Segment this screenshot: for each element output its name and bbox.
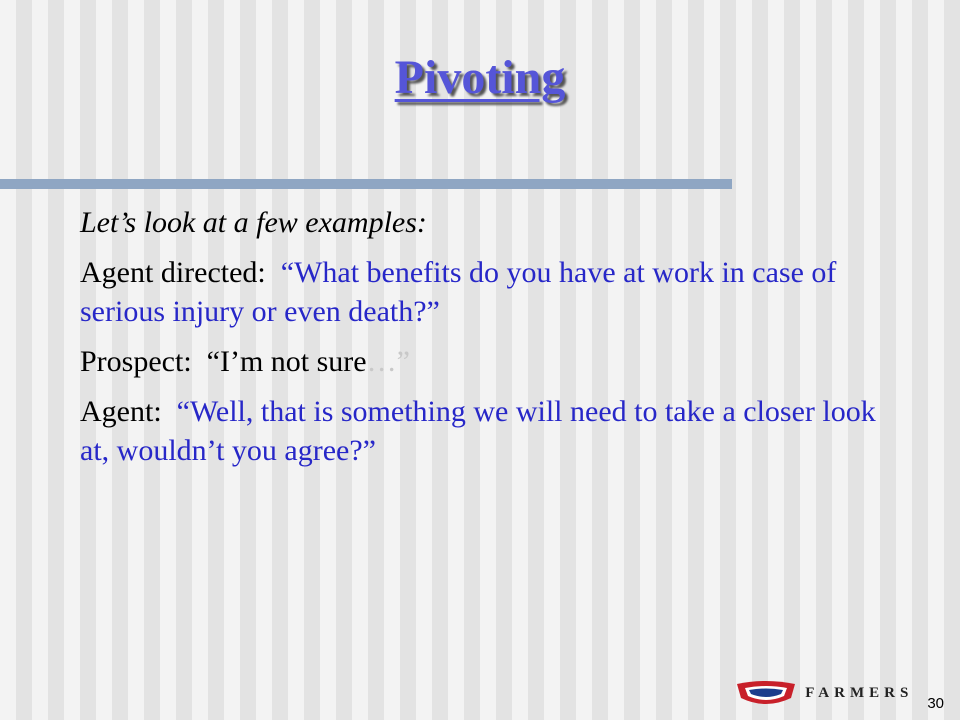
exchange-agent <box>80 392 880 470</box>
farmers-shield-icon <box>735 680 797 706</box>
title-divider-bar <box>0 179 732 189</box>
quote-text: “What benefits do you have at work in case of serious injury or even death?” <box>80 256 837 328</box>
intro-text: Let’s look at a few examples: <box>80 206 427 239</box>
exchange-prospect <box>80 342 880 381</box>
speaker-label: Agent: <box>80 395 162 428</box>
slide-body <box>80 203 880 481</box>
exchange-agent-directed <box>80 253 880 331</box>
slide-number: 30 <box>927 695 944 712</box>
logo-wordmark: FARMERS <box>805 684 914 701</box>
speaker-label: Prospect: <box>80 345 192 378</box>
slide-footer <box>735 680 944 712</box>
farmers-logo <box>735 680 913 706</box>
slide-title: Pivoting <box>394 51 566 104</box>
quote-text: “Well, that is something we will need to take a closer look at, wouldn’t you agree?” <box>80 395 876 467</box>
speaker-label: Agent directed: <box>80 256 266 289</box>
quote-text: “I’m not sure <box>206 345 367 378</box>
faded-closing-quote: ” <box>396 345 410 378</box>
faded-ellipsis: … <box>366 345 397 378</box>
